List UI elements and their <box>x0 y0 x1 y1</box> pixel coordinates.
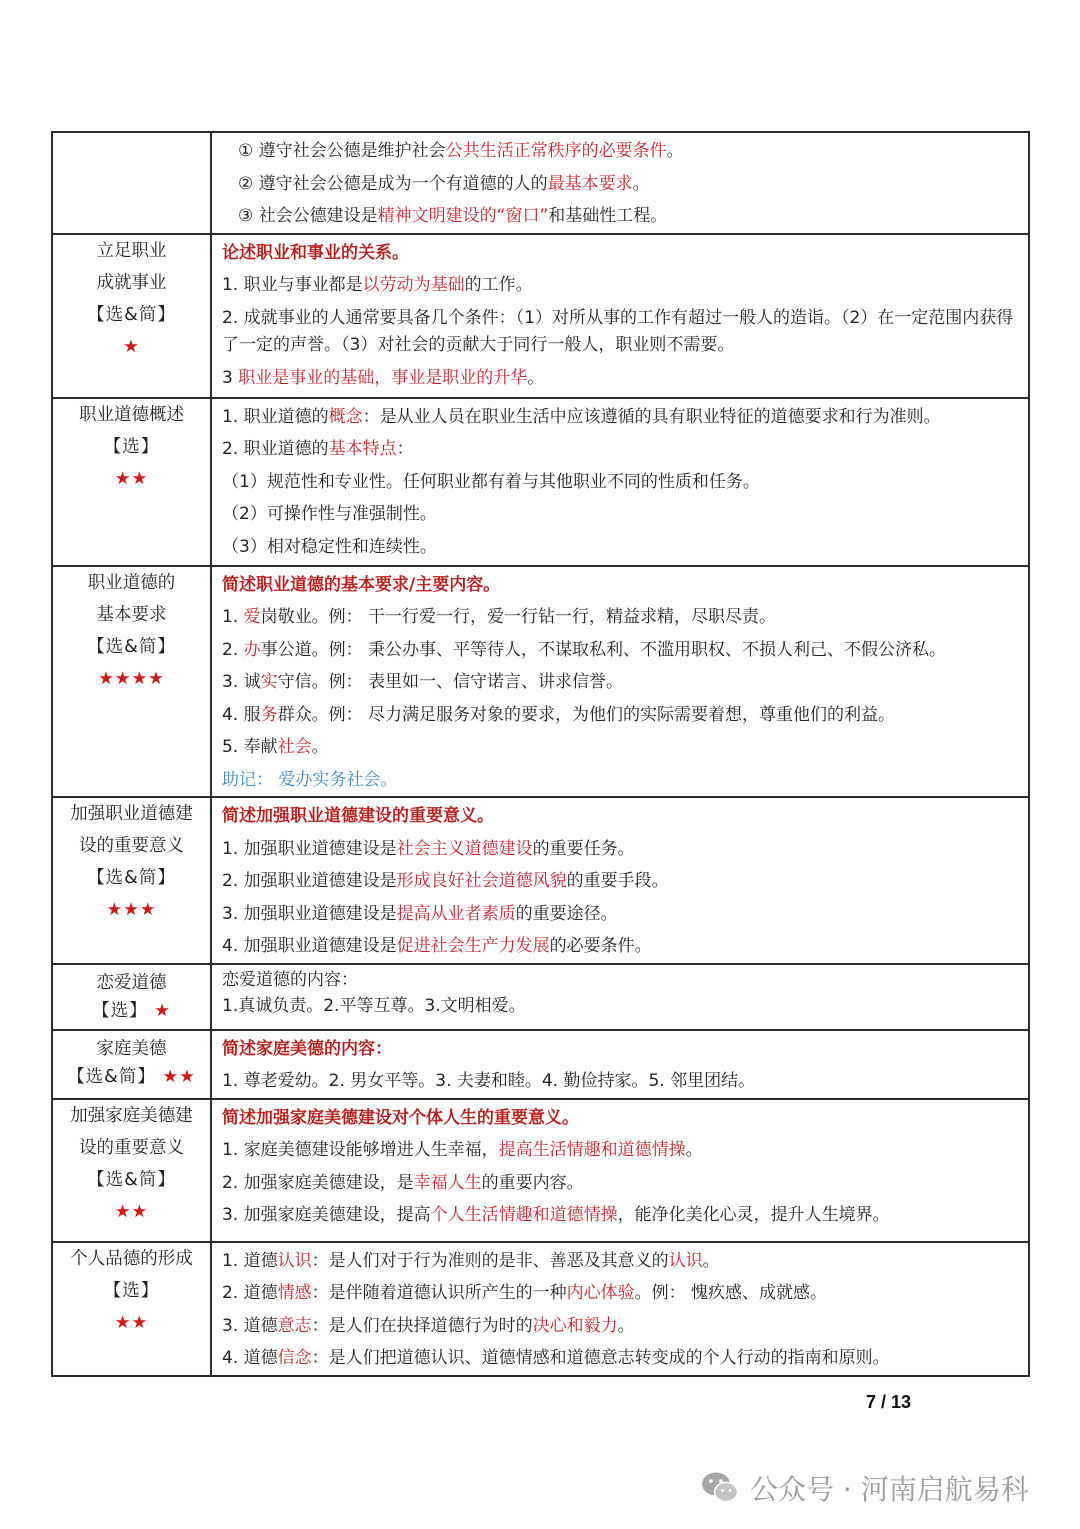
exam-type-tag: 【选&简】 <box>67 1066 163 1087</box>
content-line <box>222 1167 1020 1200</box>
line-text: 2. <box>222 639 244 660</box>
line-text: 3. 加强家庭美德建设，提高 <box>222 1205 431 1225</box>
content-line <box>222 1065 1020 1098</box>
table-row <box>52 1242 1029 1376</box>
line-text: 3. 加强职业道德建设是 <box>222 903 397 924</box>
topic-title: 职业道德概述 <box>79 404 184 425</box>
importance-stars: ★★ <box>162 1066 196 1087</box>
line-text: 3. 道德 <box>222 1315 278 1336</box>
line-text: 2. 道德 <box>222 1283 278 1303</box>
content-line <box>222 569 1020 602</box>
highlighted-term: 幸福人生 <box>413 1172 482 1193</box>
highlighted-term: 内心体验 <box>566 1283 635 1303</box>
line-text: 事公道。例： 秉公办事、平等待人，不谋取私利、不滥用职权、不损人利己、不假公济私。 <box>260 639 947 660</box>
line-text: 2. 职业道德的 <box>222 439 329 459</box>
exam-type-tag: 【选&简】 <box>87 304 176 325</box>
line-text: （3）相对稳定性和连续性。 <box>222 536 437 557</box>
content-cell <box>211 234 1029 398</box>
exam-type-tag: 【选&简】 <box>87 1169 176 1190</box>
content-cell <box>211 132 1029 234</box>
topic-cell <box>52 797 211 964</box>
content-line <box>222 305 1020 359</box>
content-line <box>222 699 1020 732</box>
highlighted-term: 认识 <box>668 1250 703 1271</box>
exam-type-tag: 【选】 <box>92 1000 155 1021</box>
content-line <box>222 601 1020 634</box>
topic-title: 设的重要意义 <box>79 836 184 856</box>
highlighted-term: 基本特点 <box>328 439 397 459</box>
table-row <box>52 398 1029 566</box>
table-row <box>52 1099 1029 1242</box>
content-cell <box>211 797 1029 964</box>
line-text: ：是从业人员在职业生活中应该遵循的具有职业特征的道德要求和行为准则。 <box>362 406 941 427</box>
line-text: 守信。例： 表里如一、信守诺言、讲求信誉。 <box>277 672 624 692</box>
importance-stars: ★★ <box>114 1201 149 1222</box>
highlighted-term: 促进社会生产力发展 <box>396 936 550 956</box>
topic-cell <box>52 1242 211 1376</box>
content-cell <box>211 1242 1029 1376</box>
content-line <box>222 833 1020 866</box>
notes-table <box>51 131 1030 1377</box>
highlighted-term: 提高从业者素质 <box>396 903 516 924</box>
topic-title: 设的重要意义 <box>79 1137 184 1158</box>
content-line <box>222 237 1020 270</box>
content-line <box>222 269 1020 302</box>
highlighted-term: 务 <box>260 704 278 725</box>
page-number: 7 / 13 <box>866 1392 912 1412</box>
line-text: 。 <box>527 367 545 388</box>
exam-type-tag: 【选&简】 <box>87 868 176 888</box>
exam-type-tag: 【选&简】 <box>87 636 176 657</box>
line-text: ：是人们把道德认识、道德情感和道德意志转变成的个人行动的指南和原则。 <box>311 1348 890 1368</box>
table-row <box>52 1030 1029 1099</box>
line-text: 和基础性工程。 <box>548 206 668 226</box>
wechat-icon <box>700 1469 740 1507</box>
line-text: 2. 成就事业的人通常要具备几个条件：（1）对所从事的工作有超过一般人的造诣。（2）在一定范围内获得了一定的声誉。（3）对社会的贡献大于同行一般人，职业则不需要。 <box>222 307 1014 355</box>
content-line <box>222 764 1020 797</box>
highlighted-term: 形成良好社会道德风貌 <box>396 871 567 891</box>
topic-cell <box>52 234 211 398</box>
topic-tag-line <box>55 1063 208 1091</box>
line-text: 。 <box>702 1250 720 1271</box>
content-line <box>222 1134 1020 1167</box>
topic-cell <box>52 398 211 566</box>
line-text: （2）可操作性与准强制性。 <box>222 504 437 524</box>
line-text: ：是伴随着道德认识所产生的一种 <box>311 1283 567 1303</box>
line-text: 的重要内容。 <box>481 1172 584 1193</box>
line-text: 恋爱道德的内容： <box>222 969 358 990</box>
highlighted-term: 意志 <box>277 1315 312 1336</box>
line-text: 。 <box>617 1315 635 1336</box>
topic-title: 加强职业道德建 <box>70 804 193 824</box>
content-line <box>222 1277 1020 1310</box>
line-text: 4. 服 <box>222 704 261 725</box>
content-line <box>222 993 1020 1020</box>
content-line <box>222 800 1020 833</box>
line-text: ② 遵守社会公德是成为一个有道德的人的 <box>238 173 548 194</box>
topic-title: 家庭美德 <box>96 1038 167 1059</box>
line-text: 2. 加强职业道德建设是 <box>222 871 397 891</box>
highlighted-term: 提高生活情趣和道德情操 <box>498 1140 686 1160</box>
line-text: （1）规范性和专业性。任何职业都有着与其他职业不同的性质和任务。 <box>222 471 760 492</box>
line-text: 的重要途径。 <box>515 903 618 924</box>
line-text: 群众。例： 尽力满足服务对象的要求，为他们的实际需要着想，尊重他们的利益。 <box>277 704 896 725</box>
line-text: 。 <box>632 173 650 194</box>
topic-title: 基本要求 <box>96 604 167 625</box>
line-text: 1. 职业与事业都是 <box>222 275 363 295</box>
watermark-text: 公众号 · 河南启航易科 <box>750 1473 1029 1506</box>
content-line <box>222 967 1020 994</box>
content-line <box>222 401 1020 434</box>
content-line <box>222 634 1020 667</box>
table-row <box>52 566 1029 798</box>
content-line <box>222 362 1020 395</box>
topic-title: 立足职业 <box>96 240 167 261</box>
line-text: 1. 尊老爱幼。2. 男女平等。3. 夫妻和睦。4. 勤俭持家。5. 邻里团结。 <box>222 1071 756 1091</box>
highlighted-term: 办 <box>243 639 261 660</box>
highlighted-term: 认识 <box>277 1250 312 1271</box>
importance-stars: ★★ <box>114 468 149 489</box>
line-text: ： <box>396 439 414 459</box>
table-row <box>52 797 1029 964</box>
content-line <box>222 466 1020 499</box>
line-text: ，能净化美化心灵，提升人生境界。 <box>617 1205 890 1225</box>
topic-cell <box>52 132 211 234</box>
highlighted-term: 决心和毅力 <box>532 1315 618 1336</box>
line-text: ③ 社会公德建设是 <box>238 206 378 226</box>
line-text: 。例： 愧疚感、成就感。 <box>634 1283 828 1303</box>
topic-cell <box>52 1030 211 1099</box>
highlighted-term: 以劳动为基础 <box>362 275 465 295</box>
question-heading: 简述家庭美德的内容： <box>222 1038 392 1059</box>
importance-stars: ★ <box>123 336 140 357</box>
highlighted-term: 社会主义道德建设 <box>396 838 533 859</box>
content-line <box>238 168 1020 201</box>
line-text: 岗敬业。例： 干一行爱一行，爱一行钻一行，精益求精，尽职尽责。 <box>260 607 777 627</box>
topic-title: 个人品德的形成 <box>70 1248 193 1269</box>
line-text: 1. 加强职业道德建设是 <box>222 838 397 859</box>
line-text: 3. 诚 <box>222 672 261 692</box>
highlighted-term: 情感 <box>277 1283 312 1303</box>
line-text: ① 遵守社会公德是维护社会 <box>238 141 446 161</box>
highlighted-term: 实 <box>260 672 278 692</box>
topic-cell <box>52 1099 211 1242</box>
content-line <box>222 1102 1020 1135</box>
content-line <box>222 498 1020 531</box>
line-text: 2. 加强家庭美德建设，是 <box>222 1172 414 1193</box>
line-text: 1. <box>222 607 244 627</box>
highlighted-term: 精神文明建设的“窗口” <box>377 206 549 226</box>
content-cell <box>211 398 1029 566</box>
line-text: 的工作。 <box>464 275 533 295</box>
question-heading: 简述加强家庭美德建设对个体人生的重要意义。 <box>222 1107 579 1128</box>
line-text: ：是人们对于行为准则的是非、善恶及其意义的 <box>311 1250 669 1271</box>
importance-stars: ★★★ <box>106 900 157 920</box>
line-text: 5. 奉献 <box>222 737 278 757</box>
table-row <box>52 964 1029 1030</box>
question-heading: 简述职业道德的基本要求/主要内容。 <box>222 574 501 595</box>
topic-title: 职业道德的 <box>87 572 176 593</box>
mnemonic-text: 助记： 爱办实务社会。 <box>222 769 398 790</box>
topic-cell <box>52 964 211 1030</box>
line-text: 的重要任务。 <box>532 838 635 859</box>
content-cell <box>211 964 1029 1030</box>
line-text: 4. 道德 <box>222 1348 278 1368</box>
content-line <box>238 200 1020 233</box>
content-line <box>222 433 1020 466</box>
content-line <box>222 930 1020 963</box>
line-text: 。 <box>666 141 684 161</box>
content-line <box>222 1199 1020 1232</box>
line-text: ：是人们在抉择道德行为时的 <box>311 1315 533 1336</box>
line-text: 。 <box>311 737 329 757</box>
table-row <box>52 234 1029 398</box>
importance-stars: ★★ <box>114 1312 149 1333</box>
importance-stars: ★★★★ <box>98 668 165 689</box>
line-text: 1.真诚负责。2.平等互尊。3.文明相爱。 <box>222 996 526 1016</box>
content-line <box>222 1033 1020 1066</box>
content-cell <box>211 1099 1029 1242</box>
highlighted-term: 个人生活情趣和道德情操 <box>430 1205 618 1225</box>
topic-title: 恋爱道德 <box>96 972 167 993</box>
line-text: 4. 加强职业道德建设是 <box>222 936 397 956</box>
topic-title: 成就事业 <box>96 272 167 293</box>
content-line <box>222 898 1020 931</box>
highlighted-term: 公共生活正常秩序的必要条件 <box>445 141 667 161</box>
topic-tag-line <box>55 997 208 1025</box>
line-text: 的必要条件。 <box>549 936 652 956</box>
content-line <box>222 1245 1020 1278</box>
highlighted-term: 概念 <box>328 406 363 427</box>
content-line <box>222 731 1020 764</box>
content-line <box>222 666 1020 699</box>
content-line <box>222 531 1020 564</box>
highlighted-term: 职业是事业的基础，事业是职业的升华 <box>238 367 528 388</box>
watermark <box>700 1466 1029 1510</box>
highlighted-term: 最基本要求 <box>547 173 633 194</box>
content-line <box>222 1342 1020 1375</box>
content-line <box>238 135 1020 168</box>
topic-title: 加强家庭美德建 <box>70 1105 193 1126</box>
question-heading: 论述职业和事业的关系。 <box>222 242 409 263</box>
line-text: 1. 道德 <box>222 1250 278 1271</box>
question-heading: 简述加强职业道德建设的重要意义。 <box>222 806 494 826</box>
table-row <box>52 132 1029 234</box>
line-text: 。 <box>685 1140 703 1160</box>
line-text: 3 <box>222 367 239 388</box>
content-line <box>222 865 1020 898</box>
exam-type-tag: 【选】 <box>103 436 160 457</box>
content-cell <box>211 566 1029 798</box>
highlighted-term: 爱 <box>243 607 261 627</box>
topic-cell <box>52 566 211 798</box>
highlighted-term: 社会 <box>277 737 312 757</box>
highlighted-term: 信念 <box>277 1348 312 1368</box>
line-text: 1. 职业道德的 <box>222 406 329 427</box>
content-cell <box>211 1030 1029 1099</box>
exam-type-tag: 【选】 <box>103 1280 160 1301</box>
importance-stars: ★ <box>154 1000 171 1021</box>
content-line <box>222 1310 1020 1343</box>
line-text: 1. 家庭美德建设能够增进人生幸福， <box>222 1140 499 1160</box>
line-text: 的重要手段。 <box>566 871 669 891</box>
